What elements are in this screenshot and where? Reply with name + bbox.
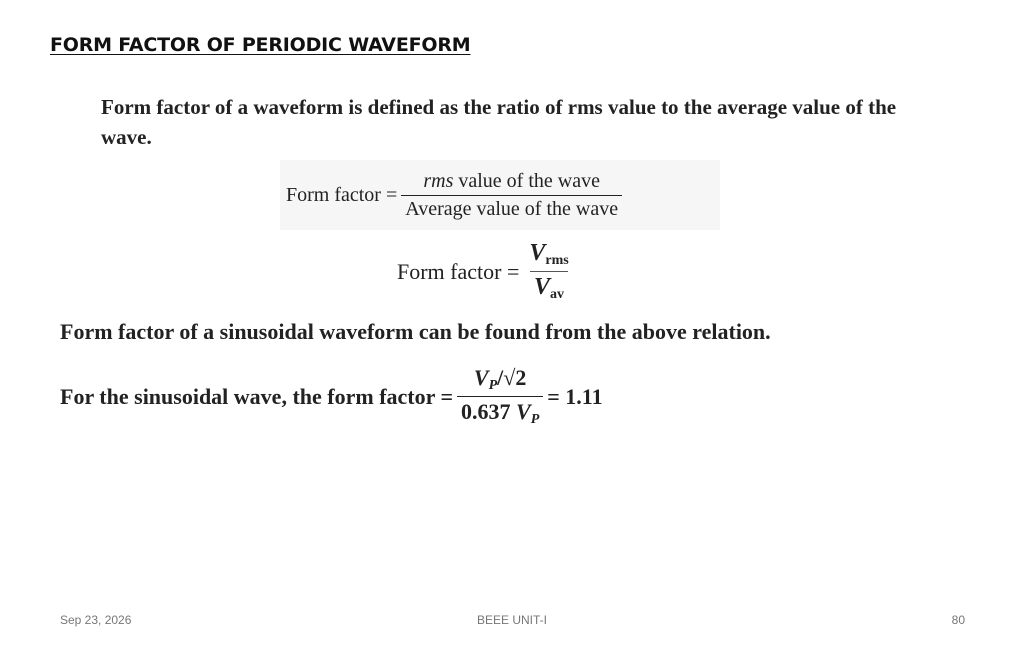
slide-title: FORM FACTOR OF PERIODIC WAVEFORM <box>50 34 471 56</box>
equation2-numerator-symbol: V <box>529 240 546 266</box>
equation3-denominator-coef: 0.637 <box>461 399 517 424</box>
page-number: 80 <box>951 613 965 627</box>
equation3-fraction <box>457 365 543 428</box>
equation2-numerator <box>525 240 572 271</box>
equation3-denominator-sub: P <box>530 412 540 427</box>
equation2-denominator-symbol: V <box>534 274 551 300</box>
equation3-denominator <box>457 396 543 428</box>
equation2-fraction <box>525 240 572 303</box>
equation3-numerator-symbol: V <box>473 365 489 390</box>
definition-text: Form factor of a waveform is defined as the ratio of rms value to the average value of the wave. <box>101 95 897 149</box>
equation3-numerator-rest: /√2 <box>497 365 527 390</box>
equation3-numerator-sub: P <box>488 378 498 393</box>
equation1-numerator <box>419 170 604 195</box>
equation3-numerator <box>470 365 530 396</box>
equation2-lhs: Form factor = <box>397 258 520 284</box>
form-factor-equation-words <box>280 160 720 230</box>
form-factor-equation-symbols <box>397 240 573 303</box>
equation2-numerator-sub: rms <box>545 253 569 268</box>
equation1-denominator: Average value of the wave <box>401 195 622 221</box>
equation3-result: = 1.11 <box>547 383 603 409</box>
equation2-denominator <box>530 271 568 303</box>
equation1-lhs: Form factor = <box>286 183 398 206</box>
footer-date: Sep 23, 2026 <box>60 613 132 627</box>
equation3-lhs: For the sinusoidal wave, the form factor = <box>60 383 454 409</box>
equation2-denominator-sub: av <box>550 287 565 302</box>
equation3-denominator-symbol: V <box>516 399 531 424</box>
equation1-numerator-rms: rms <box>423 169 454 192</box>
equation1-numerator-rest: value of the wave <box>453 169 600 192</box>
footer-title: BEEE UNIT-I <box>476 613 547 627</box>
sinusoidal-form-factor-equation <box>60 365 603 428</box>
sinusoidal-text: Form factor of a sinusoidal waveform can be found from the above relation. <box>60 319 771 344</box>
equation1-fraction <box>401 170 622 221</box>
